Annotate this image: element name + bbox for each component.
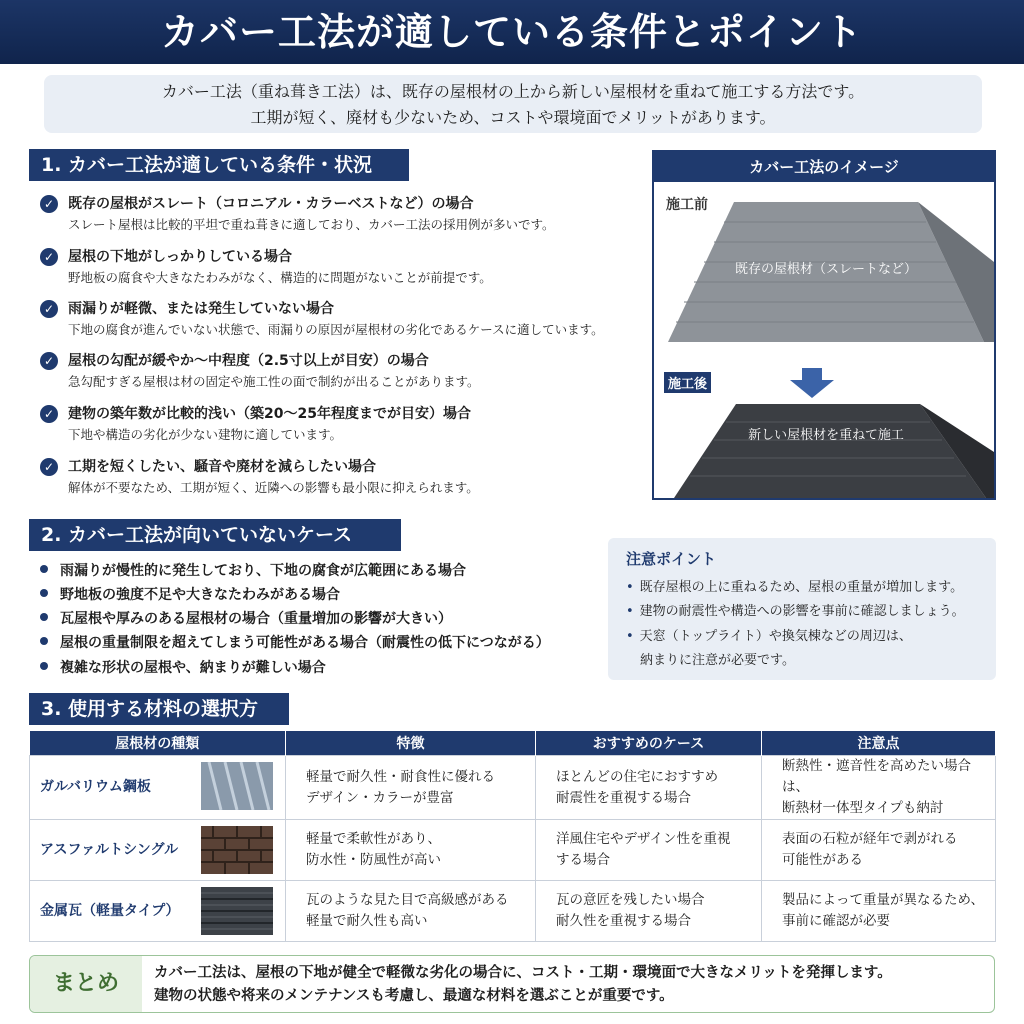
- summary-label: まとめ: [30, 956, 142, 1012]
- check-icon: ✓: [40, 405, 58, 423]
- condition-desc: 下地や構造の劣化が少ない建物に適しています。: [68, 427, 343, 442]
- image-panel-title: カバー工法のイメージ: [654, 152, 994, 182]
- before-caption: 既存の屋根材（スレートなど）: [734, 262, 917, 277]
- table-row: [30, 820, 996, 881]
- feature-cell: 瓦のような見た目で高級感がある 軽量で耐久性も高い: [286, 881, 536, 942]
- bullet-icon: [40, 613, 48, 621]
- caution-item: • 建物の耐震性や構造への影響を事前に確認しましょう。: [626, 604, 965, 619]
- condition-title: 既存の屋根がスレート（コロニアル・カラーベストなど）の場合: [68, 196, 474, 212]
- intro-line-1: カバー工法（重ね葺き工法）は、既存の屋根材の上から新しい屋根材を重ねて施工する方法です。: [161, 82, 865, 101]
- condition-title: 屋根の下地がしっかりしている場合: [68, 249, 292, 265]
- feature-cell: 軽量で耐久性・耐食性に優れる デザイン・カラーが豊富: [286, 756, 536, 820]
- condition-title: 雨漏りが軽微、または発生していない場合: [68, 301, 334, 317]
- condition-desc: 下地の腐食が進んでいない状態で、雨漏りの原因が屋根材の劣化であるケースに適しています。: [68, 322, 604, 337]
- material-name-cell: ガルバリウム鋼板: [30, 756, 286, 820]
- note-cell: 製品によって重量が異なるため、 事前に確認が必要: [762, 881, 996, 942]
- page-header: [0, 0, 1024, 64]
- condition-desc: スレート屋根は比較的平坦で重ね葺きに適しており、カバー工法の採用例が多いです。: [68, 217, 555, 232]
- arrow-down-icon: [790, 368, 834, 398]
- bullet-icon: [40, 589, 48, 597]
- unsuitable-item: 野地板の強度不足や大きなたわみがある場合: [40, 584, 600, 604]
- unsuitable-item: 瓦屋根や厚みのある屋根材の場合（重量増加の影響が大きい）: [40, 608, 600, 628]
- condition-desc: 急勾配すぎる屋根は材の固定や施工性の面で制約が出ることがあります。: [68, 374, 480, 389]
- asphalt-shingle-sample-icon: [201, 826, 273, 874]
- case-cell: 洋風住宅やデザイン性を重視 する場合: [536, 820, 762, 881]
- section1-title: 1. カバー工法が適している条件・状況: [29, 149, 409, 181]
- unsuitable-item: 複雑な形状の屋根や、納まりが難しい場合: [40, 657, 600, 677]
- caution-item: • 天窓（トップライト）や換気棟などの周辺は、: [626, 629, 912, 644]
- check-icon: ✓: [40, 458, 58, 476]
- unsuitable-item: 雨漏りが慢性的に発生しており、下地の腐食が広範囲にある場合: [40, 560, 600, 580]
- cover-method-image-panel: [652, 150, 996, 500]
- caution-box: [608, 538, 996, 680]
- summary-text: [154, 962, 892, 1008]
- materials-table: [29, 731, 996, 942]
- intro-line-2: 工期が短く、廃材も少ないため、コストや環境面でメリットがあります。: [250, 108, 776, 127]
- check-icon: ✓: [40, 352, 58, 370]
- caution-title: 注意ポイント: [626, 550, 717, 568]
- section2-title: 2. カバー工法が向いていないケース: [29, 519, 401, 551]
- page-title: カバー工法が適している条件とポイント: [160, 10, 863, 54]
- condition-title: 建物の築年数が比較的浅い（築20〜25年程度までが目安）場合: [68, 406, 471, 422]
- bullet-icon: [40, 662, 48, 670]
- roof-illustration: [654, 182, 994, 498]
- galvalume-sample-icon: [201, 762, 273, 810]
- caution-item: • 既存屋根の上に重ねるため、屋根の重量が増加します。: [626, 580, 964, 595]
- feature-cell: 軽量で柔軟性があり、 防水性・防風性が高い: [286, 820, 536, 881]
- column-header: おすすめのケース: [536, 731, 762, 756]
- column-header: 特徴: [286, 731, 536, 756]
- intro-box: [44, 75, 982, 133]
- condition-title: 工期を短くしたい、騒音や廃材を減らしたい場合: [68, 459, 376, 475]
- condition-desc: 野地板の腐食や大きなたわみがなく、構造的に問題がないことが前提です。: [68, 270, 492, 285]
- caution-item-cont: 納まりに注意が必要です。: [640, 653, 795, 668]
- condition-title: 屋根の勾配が緩やか〜中程度（2.5寸以上が目安）の場合: [68, 353, 429, 369]
- condition-desc: 解体が不要なため、工期が短く、近隣への影響も最小限に抑えられます。: [68, 480, 479, 495]
- after-label: 施工後: [664, 372, 711, 393]
- bullet-icon: [40, 637, 48, 645]
- note-cell: 表面の石粒が経年で剥がれる 可能性がある: [762, 820, 996, 881]
- metal-tile-sample-icon: [201, 887, 273, 935]
- summary-line-1: カバー工法は、屋根の下地が健全で軽微な劣化の場合に、コスト・工期・環境面で大きなメリットを発揮します。: [154, 965, 892, 981]
- section3-title: 3. 使用する材料の選択方: [29, 693, 289, 725]
- check-icon: ✓: [40, 300, 58, 318]
- table-row: [30, 881, 996, 942]
- after-caption: 新しい屋根材を重ねて施工: [748, 428, 904, 443]
- table-header-row: [30, 731, 996, 756]
- material-name-cell: アスファルトシングル: [30, 820, 286, 881]
- material-name-cell: 金属瓦（軽量タイプ）: [30, 881, 286, 942]
- table-row: [30, 756, 996, 820]
- check-icon: ✓: [40, 195, 58, 213]
- case-cell: ほとんどの住宅におすすめ 耐震性を重視する場合: [536, 756, 762, 820]
- column-header: 屋根材の種類: [30, 731, 286, 756]
- before-label: 施工前: [666, 197, 708, 213]
- column-header: 注意点: [762, 731, 996, 756]
- check-icon: ✓: [40, 248, 58, 266]
- bullet-icon: [40, 565, 48, 573]
- note-cell: 断熱性・遮音性を高めたい場合は、 断熱材一体型タイプも納討: [762, 756, 996, 820]
- unsuitable-item: 屋根の重量制限を超えてしまう可能性がある場合（耐震性の低下につながる）: [40, 632, 600, 652]
- summary-box: [29, 955, 995, 1013]
- summary-line-2: 建物の状態や将来のメンテナンスも考慮し、最適な材料を選ぶことが重要です。: [154, 988, 674, 1004]
- case-cell: 瓦の意匠を残したい場合 耐久性を重視する場合: [536, 881, 762, 942]
